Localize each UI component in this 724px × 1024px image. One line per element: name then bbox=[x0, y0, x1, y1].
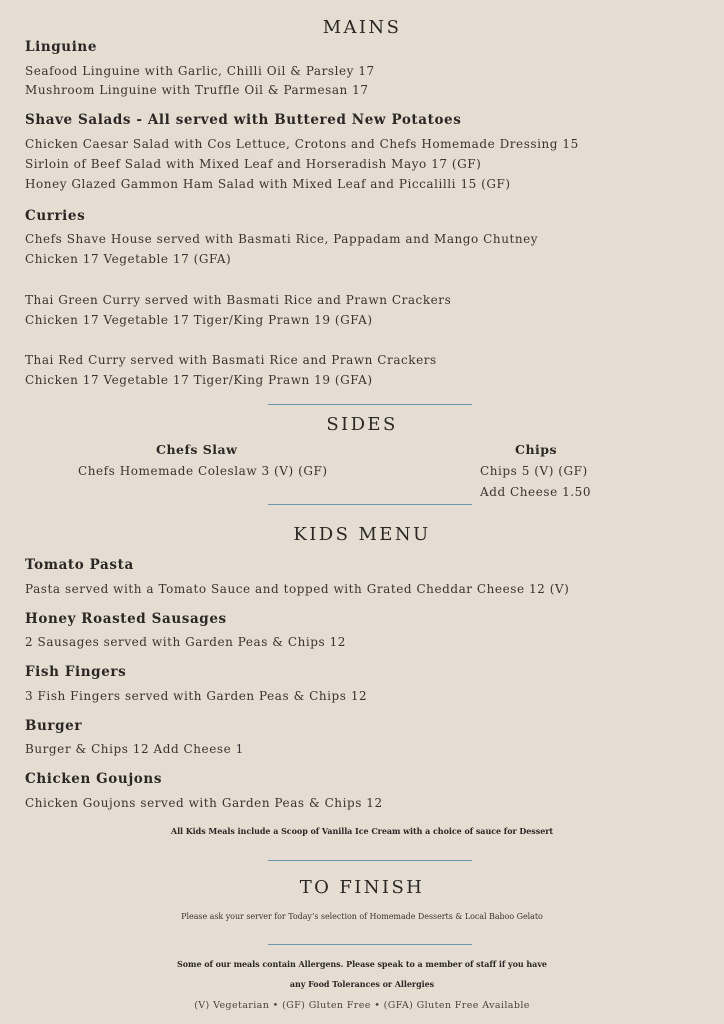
section-divider bbox=[268, 944, 472, 945]
kids-item-heading: Honey Roasted Sausages bbox=[25, 611, 227, 627]
kids-dessert-note: All Kids Meals include a Scoop of Vanilla Ice Cream with a choice of sauce for Dessert bbox=[170, 826, 554, 836]
kids-item-desc: 2 Sausages served with Garden Peas & Chips 12 bbox=[25, 635, 346, 649]
kids-item-desc: Pasta served with a Tomato Sauce and topped with Grated Cheddar Cheese 12 (V) bbox=[25, 582, 570, 596]
kids-item-heading: Fish Fingers bbox=[25, 664, 127, 680]
side-heading: Chips bbox=[515, 442, 558, 457]
kids-item-heading: Burger bbox=[25, 718, 83, 734]
mains-title: MAINS bbox=[322, 17, 402, 38]
sides-title: SIDES bbox=[326, 414, 398, 435]
menu-item: Chefs Shave House served with Basmati Rice, Pappadam and Mango Chutney bbox=[25, 232, 539, 246]
kids-item-desc: Burger & Chips 12 Add Cheese 1 bbox=[25, 742, 244, 756]
menu-item: Seafood Linguine with Garlic, Chilli Oil & Parsley 17 bbox=[25, 64, 375, 78]
side-slaw bbox=[78, 441, 328, 480]
section-divider bbox=[268, 860, 472, 861]
allergen-note-line1: Some of our meals contain Allergens. Please speak to a member of staff if you have bbox=[177, 959, 547, 969]
dietary-legend: (V) Vegetarian • (GF) Gluten Free • (GFA) Gluten Free Available bbox=[194, 1000, 530, 1011]
kids-item-heading: Tomato Pasta bbox=[25, 557, 134, 573]
linguine-heading: Linguine bbox=[25, 39, 98, 55]
menu-item-prices: Chicken 17 Vegetable 17 Tiger/King Prawn 19 (GFA) bbox=[25, 373, 373, 387]
salads-heading: Shave Salads - All served with Buttered New Potatoes bbox=[25, 112, 462, 128]
kids-item-desc: Chicken Goujons served with Garden Peas & Chips 12 bbox=[25, 796, 383, 810]
side-item: Chips 5 (V) (GF) bbox=[480, 464, 588, 478]
menu-item: Mushroom Linguine with Truffle Oil & Parmesan 17 bbox=[25, 83, 369, 97]
menu-item-prices: Chicken 17 Vegetable 17 (GFA) bbox=[25, 252, 232, 266]
side-item: Chefs Homemade Coleslaw 3 (V) (GF) bbox=[78, 464, 328, 478]
menu-item: Chicken Caesar Salad with Cos Lettuce, Crotons and Chefs Homemade Dressing 15 bbox=[25, 137, 579, 151]
kids-item-heading: Chicken Goujons bbox=[25, 771, 163, 787]
section-divider bbox=[268, 504, 472, 505]
finish-title: TO FINISH bbox=[299, 877, 425, 898]
allergen-note-line2: any Food Tolerances or Allergies bbox=[289, 979, 435, 989]
curries-heading: Curries bbox=[25, 208, 86, 224]
side-item: Add Cheese 1.50 bbox=[480, 485, 591, 499]
side-chips bbox=[480, 441, 591, 501]
kids-item-desc: 3 Fish Fingers served with Garden Peas & Chips 12 bbox=[25, 689, 368, 703]
menu-item: Thai Red Curry served with Basmati Rice and Prawn Crackers bbox=[25, 353, 437, 367]
menu-item: Thai Green Curry served with Basmati Rice and Prawn Crackers bbox=[25, 293, 452, 307]
kids-title: KIDS MENU bbox=[293, 524, 431, 545]
side-heading: Chefs Slaw bbox=[156, 442, 238, 457]
section-divider bbox=[268, 404, 472, 405]
menu-item: Sirloin of Beef Salad with Mixed Leaf and Horseradish Mayo 17 (GF) bbox=[25, 157, 482, 171]
menu-item-prices: Chicken 17 Vegetable 17 Tiger/King Prawn 19 (GFA) bbox=[25, 313, 373, 327]
menu-item: Honey Glazed Gammon Ham Salad with Mixed Leaf and Piccalilli 15 (GF) bbox=[25, 177, 511, 191]
finish-text: Please ask your server for Today’s selection of Homemade Desserts & Local Baboo Gelato bbox=[181, 912, 543, 921]
